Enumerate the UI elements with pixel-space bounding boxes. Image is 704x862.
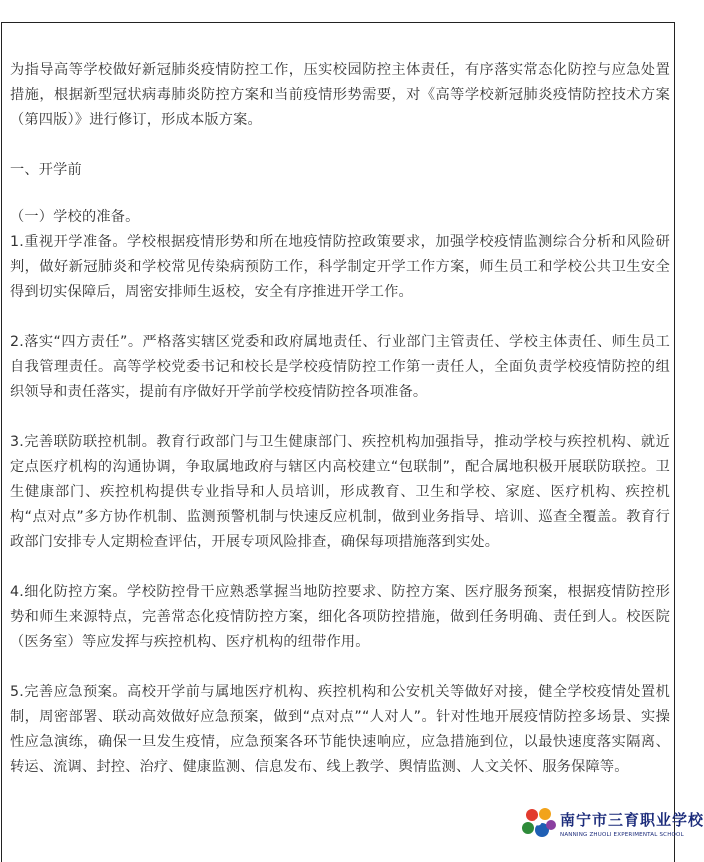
school-name: 南宁市三育职业学校 bbox=[560, 811, 704, 829]
item-paragraph-5: 5.完善应急预案。高校开学前与属地医疗机构、疾控机构和公安机关等做好对接，健全学校疫情处置机制，周密部署、联动高效做好应急预案，做到“点对点”“人对人”。针对性地开展疫情防控多场景、实操性应急演练，确保一旦发生疫情，应急预案各环节能快速响应，应急措施到位，以最快速度落实隔离、转运、流调、封控、治疗、健康监测、信息发布、线上教学、舆情监测、人文关怀、服务保障等。 bbox=[10, 684, 670, 775]
school-emblem-icon bbox=[520, 805, 558, 843]
school-subtitle: NANNING ZHUOLI EXPERIMENTAL SCHOOL bbox=[560, 832, 684, 838]
document-body bbox=[10, 58, 670, 780]
emblem-petal-purple bbox=[546, 820, 556, 830]
subsection-heading: （一）学校的准备。 bbox=[10, 209, 140, 225]
item-paragraph-1: 1.重视开学准备。学校根据疫情形势和所在地疫情防控政策要求，加强学校疫情监测综合分析和风险研判，做好新冠肺炎和学校常见传染病预防工作，科学制定开学工作方案，师生员工和学校公共卫生安全得到切实保障后，周密安排师生返校，安全有序推进开学工作。 bbox=[10, 234, 670, 300]
section-heading: 一、开学前 bbox=[10, 162, 82, 178]
emblem-center bbox=[535, 819, 542, 826]
school-watermark-logo bbox=[520, 805, 704, 845]
item-paragraph-3: 3.完善联防联控机制。教育行政部门与卫生健康部门、疾控机构加强指导，推动学校与疾控机构、就近定点医疗机构的沟通协调，争取属地政府与辖区内高校建立“包联制”，配合属地积极开展联防联控。卫生健康部门、疾控机构提供专业指导和人员培训，形成教育、卫生和学校、家庭、医疗机构、疾控机构“点对点”多方协作机制、监测预警机制与快速反应机制，做到业务指导、培训、巡查全覆盖。教育行政部门安排专人定期检查评估，开展专项风险排查，确保每项措施落到实处。 bbox=[10, 434, 670, 550]
emblem-petal-orange bbox=[539, 808, 551, 820]
intro-paragraph: 为指导高等学校做好新冠肺炎疫情防控工作，压实校园防控主体责任，有序落实常态化防控与应急处置措施，根据新型冠状病毒肺炎防控方案和当前疫情形势需要，对《高等学校新冠肺炎疫情防控技术方案（第四版）》进行修订，形成本版方案。 bbox=[10, 62, 670, 128]
item-paragraph-4: 4.细化防控方案。学校防控骨干应熟悉掌握当地防控要求、防控方案、医疗服务预案，根据疫情防控形势和师生来源特点，完善常态化疫情防控方案，细化各项防控措施，做到任务明确、责任到人。校医院（医务室）等应发挥与疾控机构、医疗机构的纽带作用。 bbox=[10, 584, 670, 650]
emblem-petal-green bbox=[522, 822, 534, 834]
item-paragraph-2: 2.落实“四方责任”。严格落实辖区党委和政府属地责任、行业部门主管责任、学校主体责任、师生员工自我管理责任。高等学校党委书记和校长是学校疫情防控工作第一责任人，全面负责学校疫情防控的组织领导和责任落实，提前有序做好开学前学校疫情防控各项准备。 bbox=[10, 334, 670, 400]
